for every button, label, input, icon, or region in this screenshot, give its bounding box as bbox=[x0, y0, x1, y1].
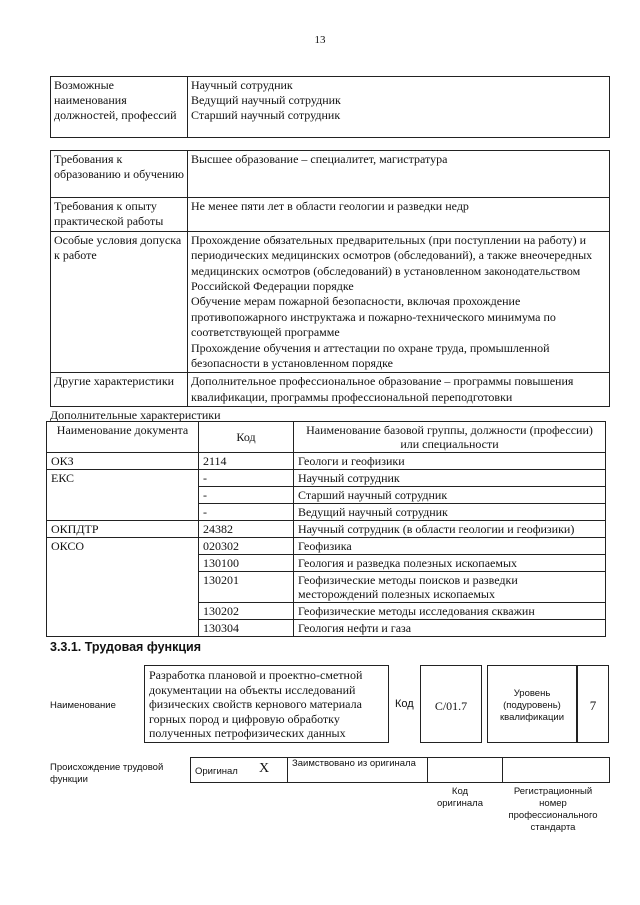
table-row: 130201 Геофизические методы поисков и разведки месторождений полезных ископаемых bbox=[47, 572, 606, 603]
section-title: 3.3.1. Трудовая функция bbox=[50, 640, 202, 654]
page-number: 13 bbox=[314, 34, 326, 46]
original-mark: X bbox=[259, 761, 270, 776]
req-value: Прохождение обязательных предварительных (при поступлении на работу) и периодических медицинских осмотров (обследований), а также внеочередных медицинских осмотров (обследований) в установленном законодательством Российской Федерации порядке Обучение мерам пожарной безопасности, включая прохождение противопожарного инструктажа и пожарно-технического минимума по соответствующей программе Прохождение обучения и аттестации по охране труда, промышленной безопасности в установленном порядке bbox=[188, 231, 610, 373]
req-label: Другие характеристики bbox=[51, 373, 188, 407]
table-row: - Старший научный сотрудник bbox=[47, 487, 606, 504]
additional-title: Дополнительные характеристики bbox=[50, 408, 221, 422]
code-label: Код bbox=[395, 698, 414, 710]
position-item: Научный сотрудник bbox=[191, 78, 293, 92]
table-header: Наименование документа Код Наименование базовой группы, должности (профессии) или специальности bbox=[47, 422, 606, 453]
level-label: Уровень (подуровень) квалификации bbox=[499, 688, 565, 723]
level-value: 7 bbox=[577, 665, 609, 743]
original-label: Оригинал bbox=[195, 766, 238, 777]
code-value: C/01.7 bbox=[420, 665, 482, 743]
reg-number-label: Регистрационный номер профессионального стандарта bbox=[508, 786, 598, 833]
position-item: Старший научный сотрудник bbox=[191, 108, 341, 122]
req-value: Дополнительное профессиональное образование – программы повышения квалификации, программы профессиональной переподготовки bbox=[188, 373, 610, 407]
positions-table bbox=[50, 76, 610, 138]
additional-table bbox=[46, 421, 606, 637]
positions-label: Возможные наименования должностей, профессий bbox=[51, 77, 188, 138]
req-label: Требования к опыту практической работы bbox=[51, 198, 188, 232]
origin-row bbox=[190, 757, 610, 783]
table-row: ОКСО 020302 Геофизика bbox=[47, 538, 606, 555]
req-value: Не менее пяти лет в области геологии и разведки недр bbox=[188, 198, 610, 232]
table-row: ОКПДТР 24382 Научный сотрудник (в области геологии и геофизики) bbox=[47, 521, 606, 538]
code-original-label: Код оригинала bbox=[436, 786, 483, 809]
requirements-table bbox=[50, 150, 610, 407]
function-name-value: Разработка плановой и проектно-сметной документации на объекты исследований физических свойств кернового материала горных пород и цифровую обработку полученных петрофизических данных bbox=[144, 665, 389, 743]
table-row: ЕКС - Научный сотрудник bbox=[47, 470, 606, 487]
table-row: - Ведущий научный сотрудник bbox=[47, 504, 606, 521]
table-row: 130202 Геофизические методы исследования скважин bbox=[47, 603, 606, 620]
table-row: ОКЗ 2114 Геологи и геофизики bbox=[47, 453, 606, 470]
table-row: 130100 Геология и разведка полезных ископаемых bbox=[47, 555, 606, 572]
req-value: Высшее образование – специалитет, магистратура bbox=[188, 151, 610, 198]
req-label: Требования к образованию и обучению bbox=[51, 151, 188, 198]
table-row: 130304 Геология нефти и газа bbox=[47, 620, 606, 637]
req-label: Особые условия допуска к работе bbox=[51, 231, 188, 373]
function-name-label: Наименование bbox=[50, 700, 116, 711]
position-item: Ведущий научный сотрудник bbox=[191, 93, 341, 107]
positions-values bbox=[188, 77, 610, 138]
origin-label: Происхождение трудовой функции bbox=[50, 762, 164, 785]
borrowed-label: Заимствовано из оригинала bbox=[292, 758, 416, 769]
